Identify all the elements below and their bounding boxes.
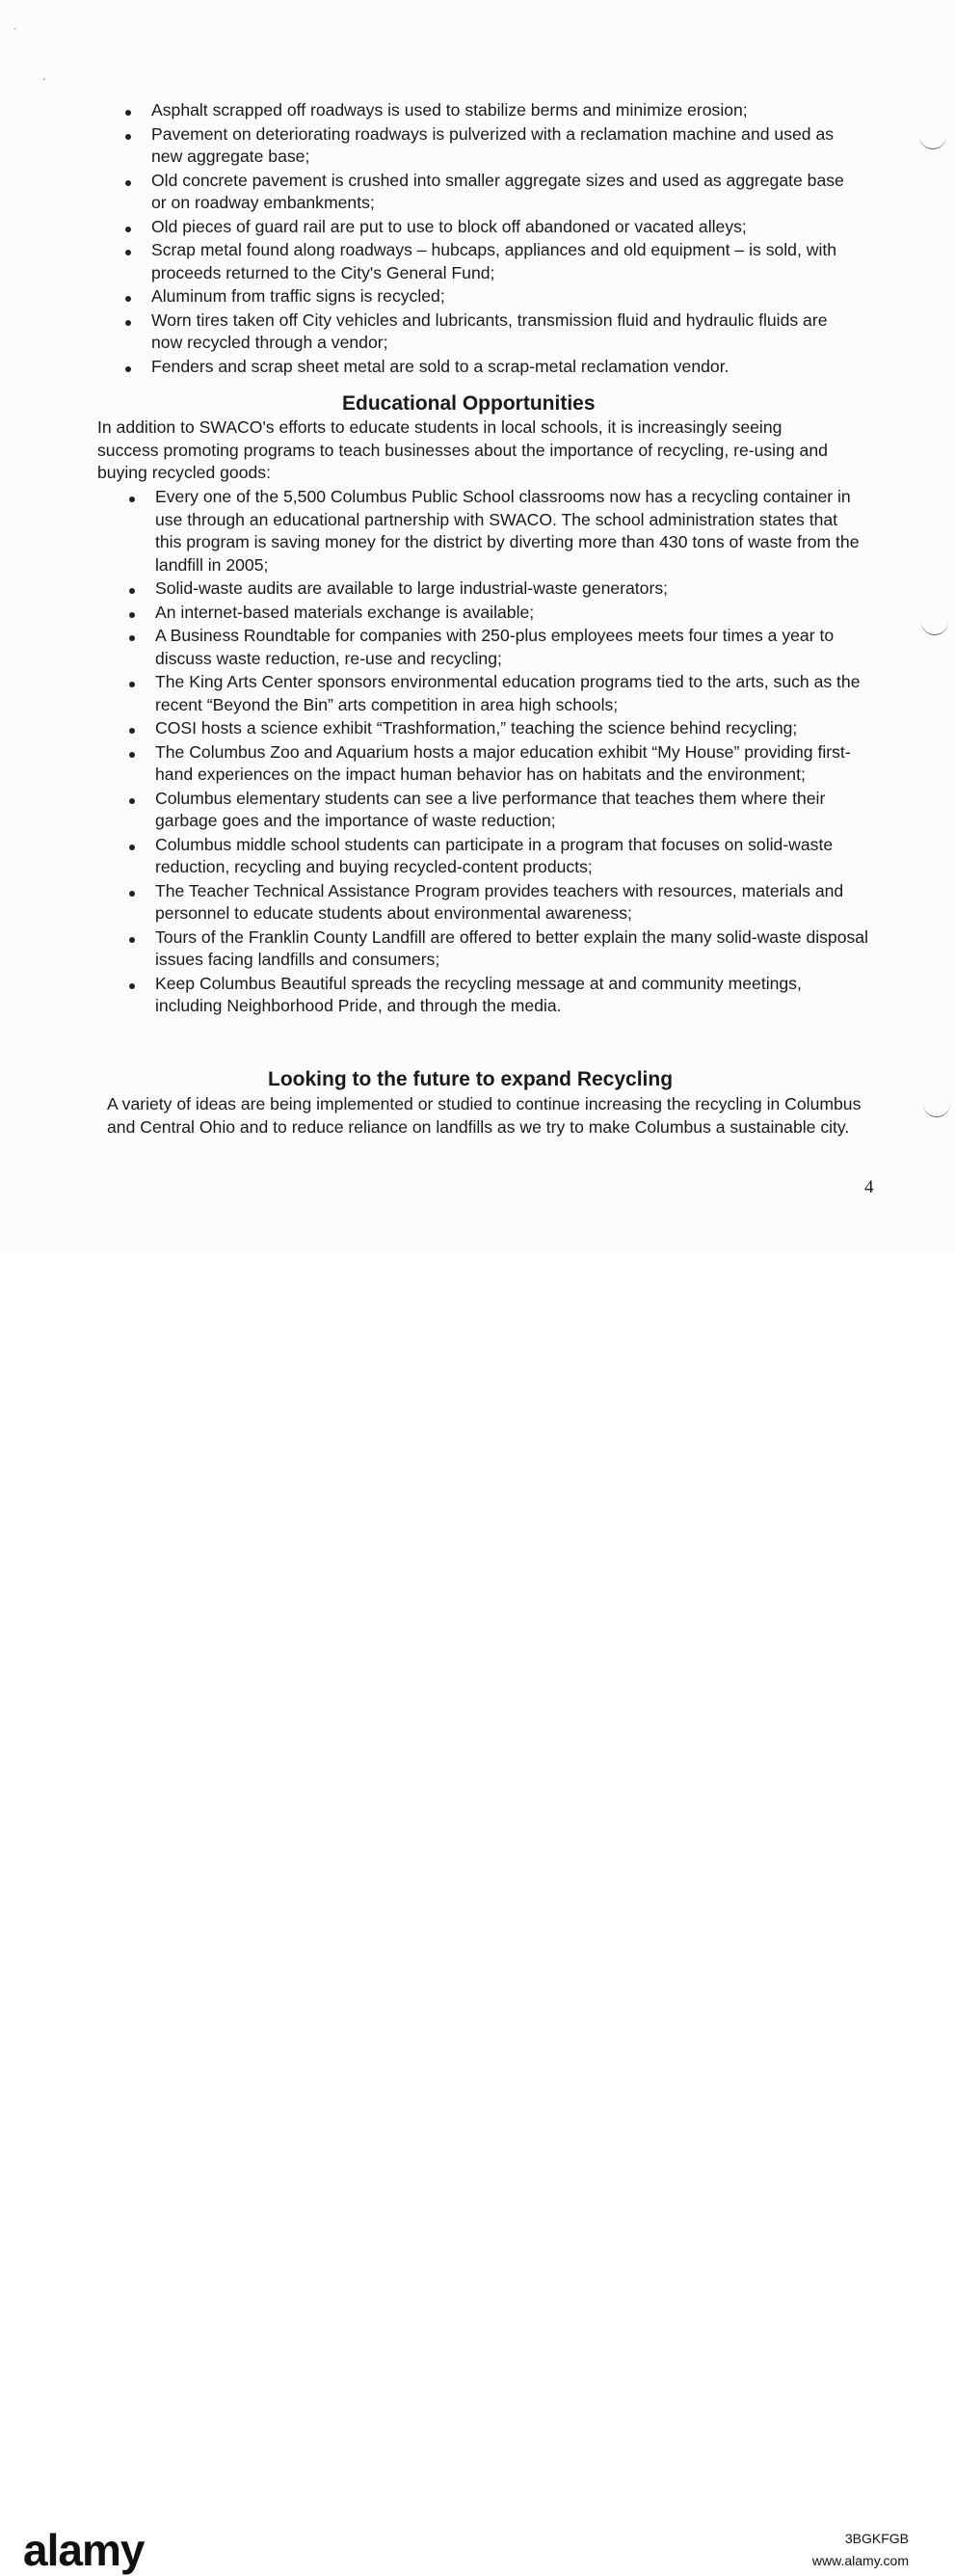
list-item: A Business Roundtable for companies with 250-plus employees meets four times a year to discuss waste reduction, re-use and recycling; bbox=[155, 625, 868, 670]
list-item: An internet-based materials exchange is available; bbox=[155, 602, 868, 625]
watermark-footer bbox=[0, 1253, 955, 2575]
scan-speck: - bbox=[42, 74, 46, 85]
list-item: The King Arts Center sponsors environmental education programs tied to the arts, such as the recent “Beyond the Bin” arts competition in area high schools; bbox=[155, 671, 868, 716]
page-number: 4 bbox=[864, 1177, 874, 1197]
list-item: Tours of the Franklin County Landfill are offered to better explain the many solid-waste disposal issues facing landfills and consumers; bbox=[155, 926, 868, 972]
education-intro: In addition to SWACO's efforts to educate students in local schools, it is increasingly seeing success promoting programs to teach businesses about the importance of recycling, re-using and buying recycled goods: bbox=[97, 417, 828, 482]
list-item: Scrap metal found along roadways – hubcaps, appliances and old equipment – is sold, with proceeds returned to the City's General Fund; bbox=[151, 239, 860, 284]
list-item: Old concrete pavement is crushed into smaller aggregate sizes and used as aggregate base or on roadway embankments; bbox=[151, 170, 860, 215]
education-heading: Educational Opportunities bbox=[342, 392, 596, 415]
recycling-practices-list bbox=[151, 99, 860, 379]
list-item: Worn tires taken off City vehicles and lubricants, transmission fluid and hydraulic fluids are now recycled through a vendor; bbox=[151, 309, 860, 355]
list-item: COSI hosts a science exhibit “Trashformation,” teaching the science behind recycling; bbox=[155, 717, 868, 740]
list-item: Aluminum from traffic signs is recycled; bbox=[151, 285, 860, 309]
punch-hole-mark bbox=[919, 135, 946, 149]
punch-hole-mark bbox=[921, 621, 948, 635]
scanned-page bbox=[0, 0, 955, 1253]
list-item: Fenders and scrap sheet metal are sold to a scrap-metal reclamation vendor. bbox=[151, 356, 860, 379]
list-item: Keep Columbus Beautiful spreads the recycling message at and community meetings, including Neighborhood Pride, and through the media. bbox=[155, 973, 868, 1018]
list-item: Every one of the 5,500 Columbus Public School classrooms now has a recycling container in use through an educational partnership with SWACO. The school administration states that this program is saving money for the district by diverting more than 430 tons of waste from the landfill in 2005; bbox=[155, 486, 868, 577]
future-heading: Looking to the future to expand Recycling bbox=[268, 1068, 674, 1090]
future-paragraph: A variety of ideas are being implemented or studied to continue increasing the recycling in Columbus and Central Ohio and to reduce reliance on landfills as we try to make Columbus a sustainable city. bbox=[107, 1094, 862, 1137]
scan-speck: ` bbox=[13, 28, 17, 39]
education-programs-list bbox=[155, 486, 868, 1019]
image-id: 3BGKFGB bbox=[844, 2531, 909, 2546]
list-item: The Columbus Zoo and Aquarium hosts a major education exhibit “My House” providing first-hand experiences on the impact human behavior has on habitats and the environment; bbox=[155, 741, 868, 787]
punch-hole-mark bbox=[923, 1103, 950, 1117]
alamy-logo: alamy bbox=[23, 2525, 145, 2575]
list-item: Pavement on deteriorating roadways is pulverized with a reclamation machine and used as new aggregate base; bbox=[151, 123, 860, 169]
list-item: Asphalt scrapped off roadways is used to stabilize berms and minimize erosion; bbox=[151, 99, 860, 122]
list-item: Columbus elementary students can see a live performance that teaches them where their garbage goes and the importance of waste reduction; bbox=[155, 788, 868, 833]
list-item: The Teacher Technical Assistance Program provides teachers with resources, materials and personnel to educate students about environmental awareness; bbox=[155, 880, 868, 926]
list-item: Old pieces of guard rail are put to use to block off abandoned or vacated alleys; bbox=[151, 216, 860, 239]
list-item: Columbus middle school students can participate in a program that focuses on solid-waste reduction, recycling and buying recycled-content products; bbox=[155, 834, 868, 879]
list-item: Solid-waste audits are available to large industrial-waste generators; bbox=[155, 577, 868, 601]
site-url: www.alamy.com bbox=[811, 2553, 909, 2568]
